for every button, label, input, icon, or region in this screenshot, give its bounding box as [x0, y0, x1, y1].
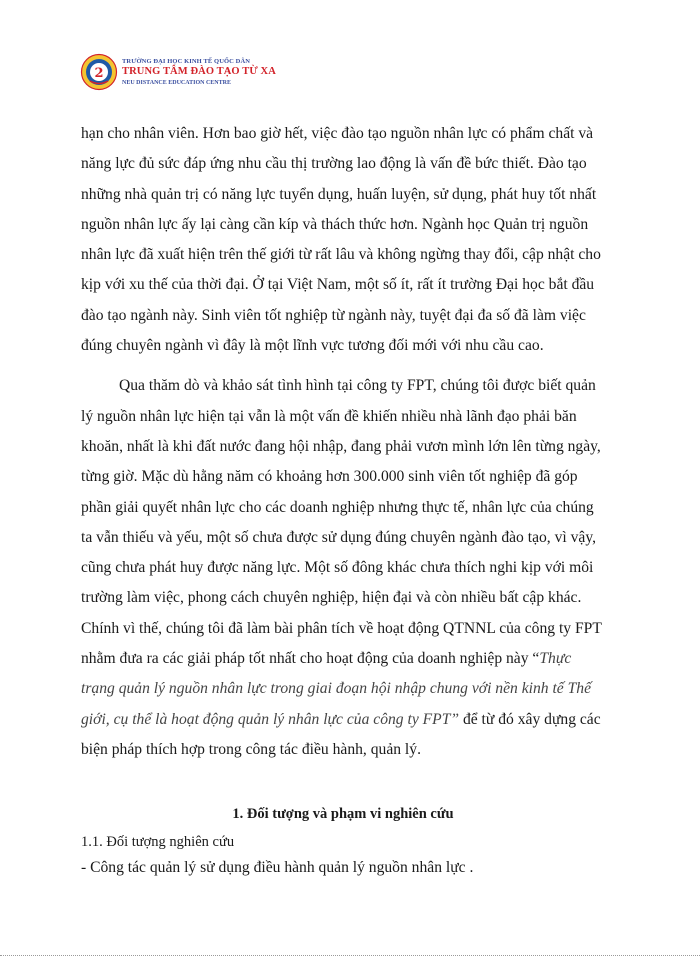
paragraph-1: hạn cho nhân viên. Hơn bao giờ hết, việc đào tạo nguồn nhân lực có phẩm chất và năng lực đủ sức đáp ứng nhu cầu thị trường lao động là vấn đề bức thiết. Đào tạo những nhà quản trị có năng lực tuyển dụng, huấn luyện, sử dụng, phát huy tốt nhất nguồn nhân lực ấy lại càng cần kíp và thách thức hơn. Ngành học Quản trị nguồn nhân lực đã xuất hiện trên thế giới từ rất lâu và không ngừng thay đổi, cập nhật cho kịp với xu thế của thời đại. Ở tại Việt Nam, một số ít, rất ít trường Đại học bắt đầu đào tạo ngành này. Sinh viên tốt nghiệp từ ngành này, tuyệt đại đa số đã làm việc đúng chuyên ngành vì đây là một lĩnh vực tương đối mới với nhu cầu cao.	[81, 125, 601, 355]
centre-name: TRUNG TÂM ĐÀO TẠO TỪ XA	[122, 66, 276, 77]
neu-logo	[80, 53, 118, 91]
paragraph-2-quote: Thực trạng quản lý nguồn nhân lực trong giai đoạn hội nhập chung với nền kinh tế Thế giới, cụ thể là hoạt động quản lý nhân lực của công ty FPT”	[81, 650, 592, 728]
header-text	[122, 59, 276, 86]
page-bottom-divider	[0, 955, 700, 956]
subsection-heading: 1.1. Đối tượng nghiên cứu	[81, 834, 235, 851]
centre-name-english: NEU DISTANCE EDUCATION CENTRE	[122, 79, 231, 86]
document-body	[81, 119, 605, 880]
university-name: TRƯỜNG ĐẠI HỌC KINH TẾ QUỐC DÂN	[122, 57, 251, 65]
list-item: - Công tác quản lý sử dụng điều hành quản lý nguồn nhân lực .	[81, 859, 474, 877]
paragraph-2-lead: Qua thăm dò và khảo sát tình hình tại công ty FPT, chúng tôi được biết quản lý nguồn nhân lực hiện tại vẫn là một vấn đề khiến nhiều nhà lãnh đạo phải băn khoăn, nhất là khi đất nước đang hội nhập, đang phải vươn mình lớn lên từng ngày, từng giờ. Mặc dù hằng năm có khoảng hơn 300.000 sinh viên tốt nghiệp đã góp phần giải quyết nhân lực cho các doanh nghiệp nhưng thực tế, nhân lực của chúng ta vẫn thiếu và yếu, một số chưa được sử dụng đúng chuyên ngành đào tạo, vì vậy, cũng chưa phát huy được năng lực. Một số đông khác chưa thích nghi kịp với môi trường làm việc, phong cách chuyên nghiệp, hiện đại và còn nhiều bất cập khác. Chính vì thế, chúng tôi đã làm bài phân tích về hoạt động QTNNL của công ty FPT nhằm đưa ra các giải pháp tốt nhất cho hoạt động của doanh nghiệp này “	[81, 377, 602, 668]
paragraph-2-tail: để từ đó xây dựng các biện pháp thích hợp trong công tác điều hành, quản lý.	[81, 710, 601, 758]
section-heading: 1. Đối tượng và phạm vi nghiên cứu	[232, 806, 454, 823]
paragraph-2	[81, 371, 605, 765]
document-header	[80, 52, 276, 92]
svg-text:2: 2	[94, 66, 104, 81]
